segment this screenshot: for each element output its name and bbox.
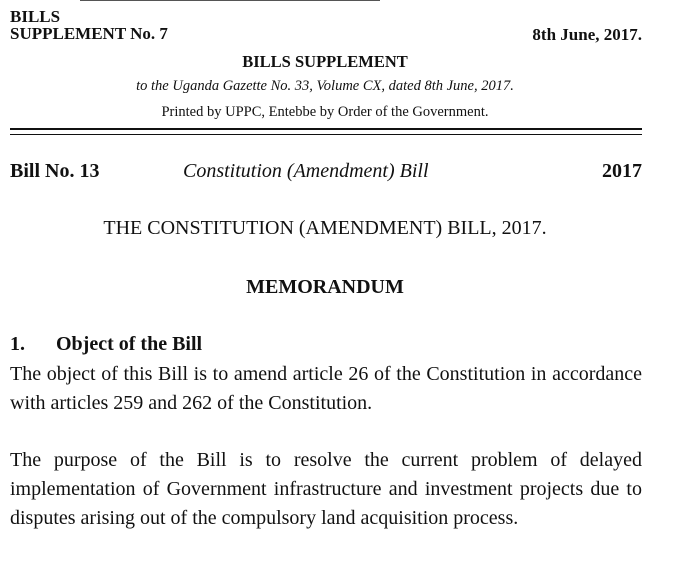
printed-by: Printed by UPPC, Entebbe by Order of the Government. (161, 104, 489, 120)
supplement-title: BILLS SUPPLEMENT (242, 52, 408, 71)
section-heading (10, 333, 202, 356)
supplement-subtitle: to the Uganda Gazette No. 33, Volume CX, dated 8th June, 2017. (136, 78, 514, 94)
bill-year: 2017 (602, 160, 642, 182)
section-title: Object of the Bill (56, 333, 203, 355)
bill-title: THE CONSTITUTION (AMENDMENT) BILL, 2017. (103, 217, 547, 239)
bill-name: Constitution (Amendment) Bill (183, 160, 429, 182)
top-rule (80, 0, 380, 1)
supplement-label (10, 8, 168, 42)
section-number: 1. (10, 333, 25, 355)
memorandum-heading: MEMORANDUM (246, 276, 404, 298)
double-rule (10, 128, 642, 135)
paragraph-object: The object of this Bill is to amend article 26 of the Constitution in accordance with articles 259 and 262 of the Constitution. (10, 363, 642, 414)
header-line-2: SUPPLEMENT No. 7 (10, 24, 168, 43)
header-date: 8th June, 2017. (532, 25, 642, 44)
bill-number: Bill No. 13 (10, 160, 100, 182)
paragraph-purpose: The purpose of the Bill is to resolve the current problem of delayed implementation of Government infrastructure and investment projects due to disputes arising out of the compulsory land acquisition process. (10, 449, 642, 529)
header-line-1: BILLS (10, 7, 61, 26)
